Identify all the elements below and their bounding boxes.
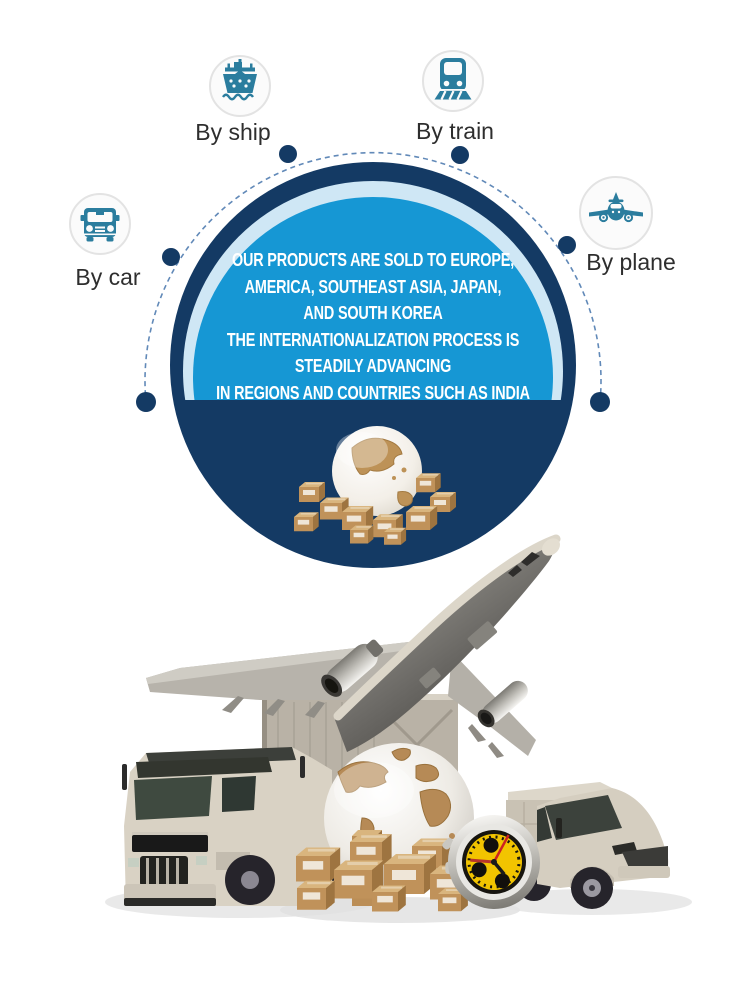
message-line: AMERICA, SOUTHEAST ASIA, JAPAN, (244, 276, 502, 297)
cardboard-box (297, 881, 335, 910)
transport-label-ship: By ship (195, 119, 271, 145)
van-mirror (556, 818, 562, 838)
small-globe-highlight (336, 432, 388, 468)
cardboard-box (384, 528, 406, 545)
cardboard-box (296, 848, 340, 882)
truck-side-window (222, 776, 256, 812)
orbit-dot-right-end (590, 392, 610, 412)
message-line: STEADILY ADVANCING (294, 356, 452, 376)
cardboard-box (299, 482, 325, 502)
orbit-dot-left-end (136, 392, 156, 412)
cardboard-box (406, 506, 437, 530)
freight-illustration (105, 535, 692, 923)
cardboard-box (294, 512, 319, 531)
cardboard-box (350, 526, 373, 544)
truck-headlight (128, 858, 139, 867)
van-bumper (618, 866, 670, 878)
message-line: AND SOUTH KOREA (303, 303, 443, 323)
orbit-dot-train (451, 146, 469, 164)
transport-label-car: By car (75, 264, 141, 290)
message-line: THE INTERNATIONALIZATION PROCESS IS (226, 329, 520, 350)
message-line: OUR PRODUCTS ARE SOLD TO EUROPE, (231, 250, 515, 270)
train-icon (435, 58, 472, 100)
cardboard-box (372, 886, 406, 912)
truck-mirror (122, 764, 127, 790)
globalization-message (181, 247, 565, 406)
airplane (146, 535, 563, 758)
car-icon (81, 208, 120, 242)
orbit-dot-ship (279, 145, 297, 163)
truck-grille (132, 835, 208, 852)
message-line: IN REGIONS AND COUNTRIES SUCH AS INDIA (216, 382, 530, 403)
transport-label-train: By train (416, 118, 494, 144)
truck-windshield (134, 776, 212, 820)
transport-label-plane: By plane (586, 249, 676, 275)
cardboard-box (416, 473, 441, 492)
